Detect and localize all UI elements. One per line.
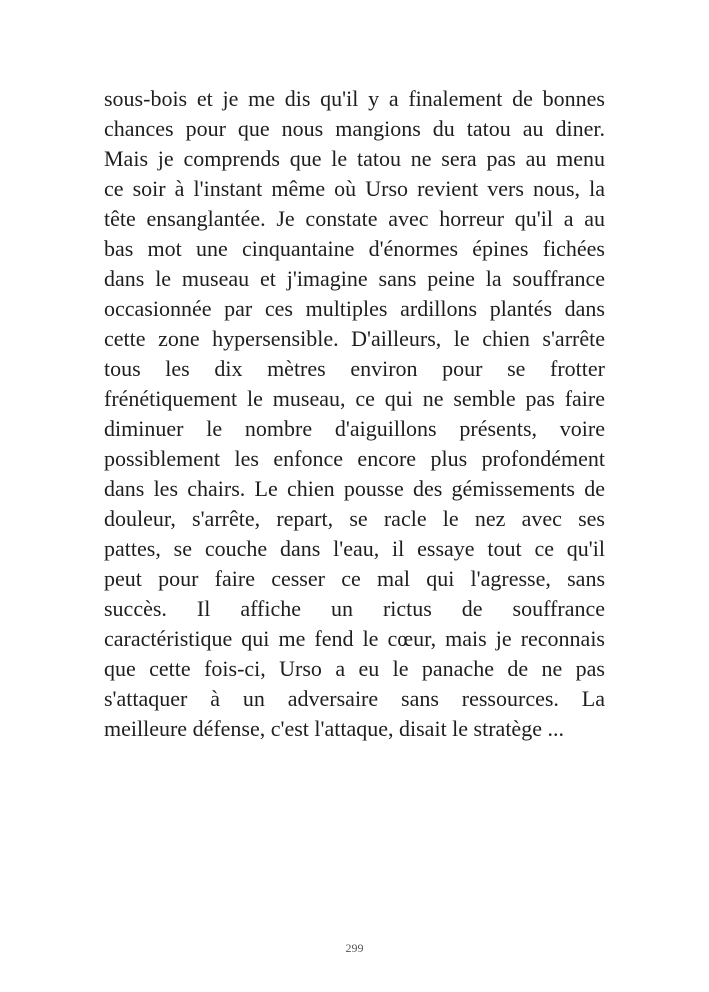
text-line: douleur, s'arrête, repart, se racle le nez avec ses xyxy=(104,506,605,531)
text-line: pattes, se couche dans l'eau, il essaye tout ce qu'il xyxy=(104,536,605,561)
page-number: 299 xyxy=(345,941,364,955)
text-line: occasionnée par ces multiples ardillons plantés dans xyxy=(104,296,605,321)
text-line: caractéristique qui me fend le cœur, mais je reconnais xyxy=(104,626,605,651)
text-line: dans le museau et j'imagine sans peine la souffrance xyxy=(104,266,605,291)
text-line: bas mot une cinquantaine d'énormes épines fichées xyxy=(104,236,605,261)
text-line: Mais je comprends que le tatou ne sera pas au menu xyxy=(104,146,605,171)
text-line: tous les dix mètres environ pour se frotter xyxy=(104,356,605,381)
text-line: ce soir à l'instant même où Urso revient vers nous, la xyxy=(104,176,605,201)
text-line: succès. Il affiche un rictus de souffrance xyxy=(104,596,605,621)
text-line: dans les chairs. Le chien pousse des gémissements de xyxy=(104,476,605,501)
text-line: frénétiquement le museau, ce qui ne semble pas faire xyxy=(104,386,605,411)
body-text xyxy=(104,84,605,744)
text-line: chances pour que nous mangions du tatou au diner. xyxy=(104,116,605,141)
text-line: tête ensanglantée. Je constate avec horreur qu'il a au xyxy=(104,206,605,231)
text-line: cette zone hypersensible. D'ailleurs, le chien s'arrête xyxy=(104,326,605,351)
text-line: que cette fois-ci, Urso a eu le panache de ne pas xyxy=(104,656,605,681)
text-line: s'attaquer à un adversaire sans ressources. La xyxy=(104,686,605,711)
text-line: peut pour faire cesser ce mal qui l'agresse, sans xyxy=(104,566,605,591)
text-line: meilleure défense, c'est l'attaque, disait le stratège ... xyxy=(104,716,564,741)
text-line: sous-bois et je me dis qu'il y a finalement de bonnes xyxy=(104,86,605,111)
text-line: possiblement les enfonce encore plus profondément xyxy=(104,446,605,471)
text-line: diminuer le nombre d'aiguillons présents, voire xyxy=(104,416,605,441)
